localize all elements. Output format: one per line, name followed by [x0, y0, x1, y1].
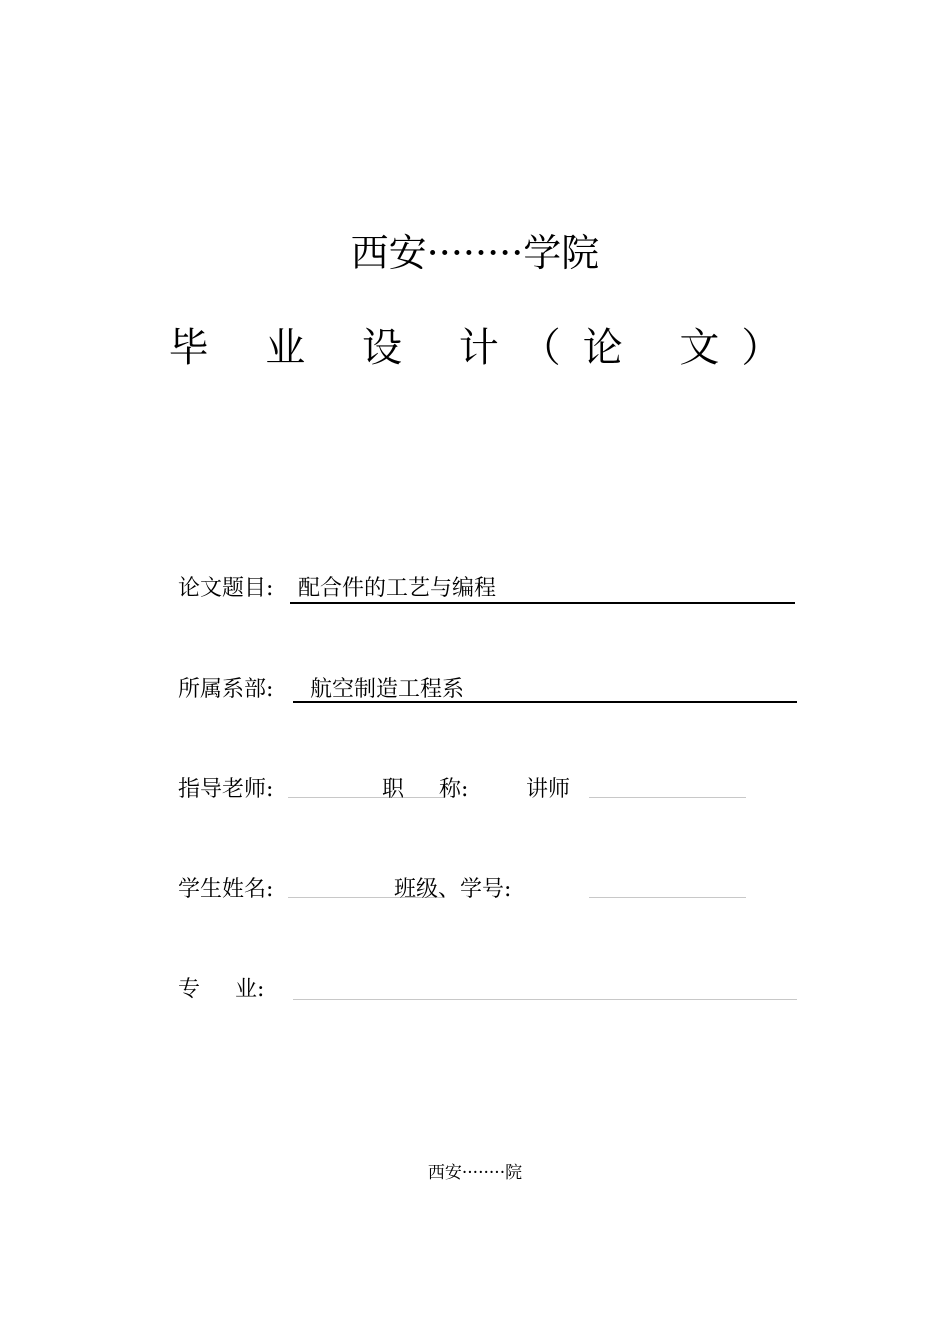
student-name-label: 学生姓名: [178, 877, 274, 902]
thesis-title-label: 论文题目: [178, 576, 274, 601]
class-id-label: 班级、学号: [394, 877, 512, 902]
school-name: 西安········学院 [350, 231, 600, 275]
advisor-label: 指导老师: [178, 777, 274, 802]
department-value: 航空制造工程系 [310, 677, 465, 702]
major-label: 专 业: [178, 977, 265, 1002]
major-underline [293, 999, 797, 1000]
class-id-underline [589, 897, 746, 898]
department-underline [293, 701, 797, 703]
rank-value: 讲师 [526, 777, 571, 802]
thesis-title-value: 配合件的工艺与编程 [298, 576, 497, 601]
rank-underline [589, 797, 746, 798]
department-label: 所属系部: [178, 677, 274, 702]
footer-school-name: 西安········院 [427, 1163, 523, 1183]
rank-label: 职 称: [382, 777, 469, 802]
document-type-title: 毕 业 设 计（论 文） [168, 325, 804, 371]
thesis-title-underline [290, 602, 795, 604]
